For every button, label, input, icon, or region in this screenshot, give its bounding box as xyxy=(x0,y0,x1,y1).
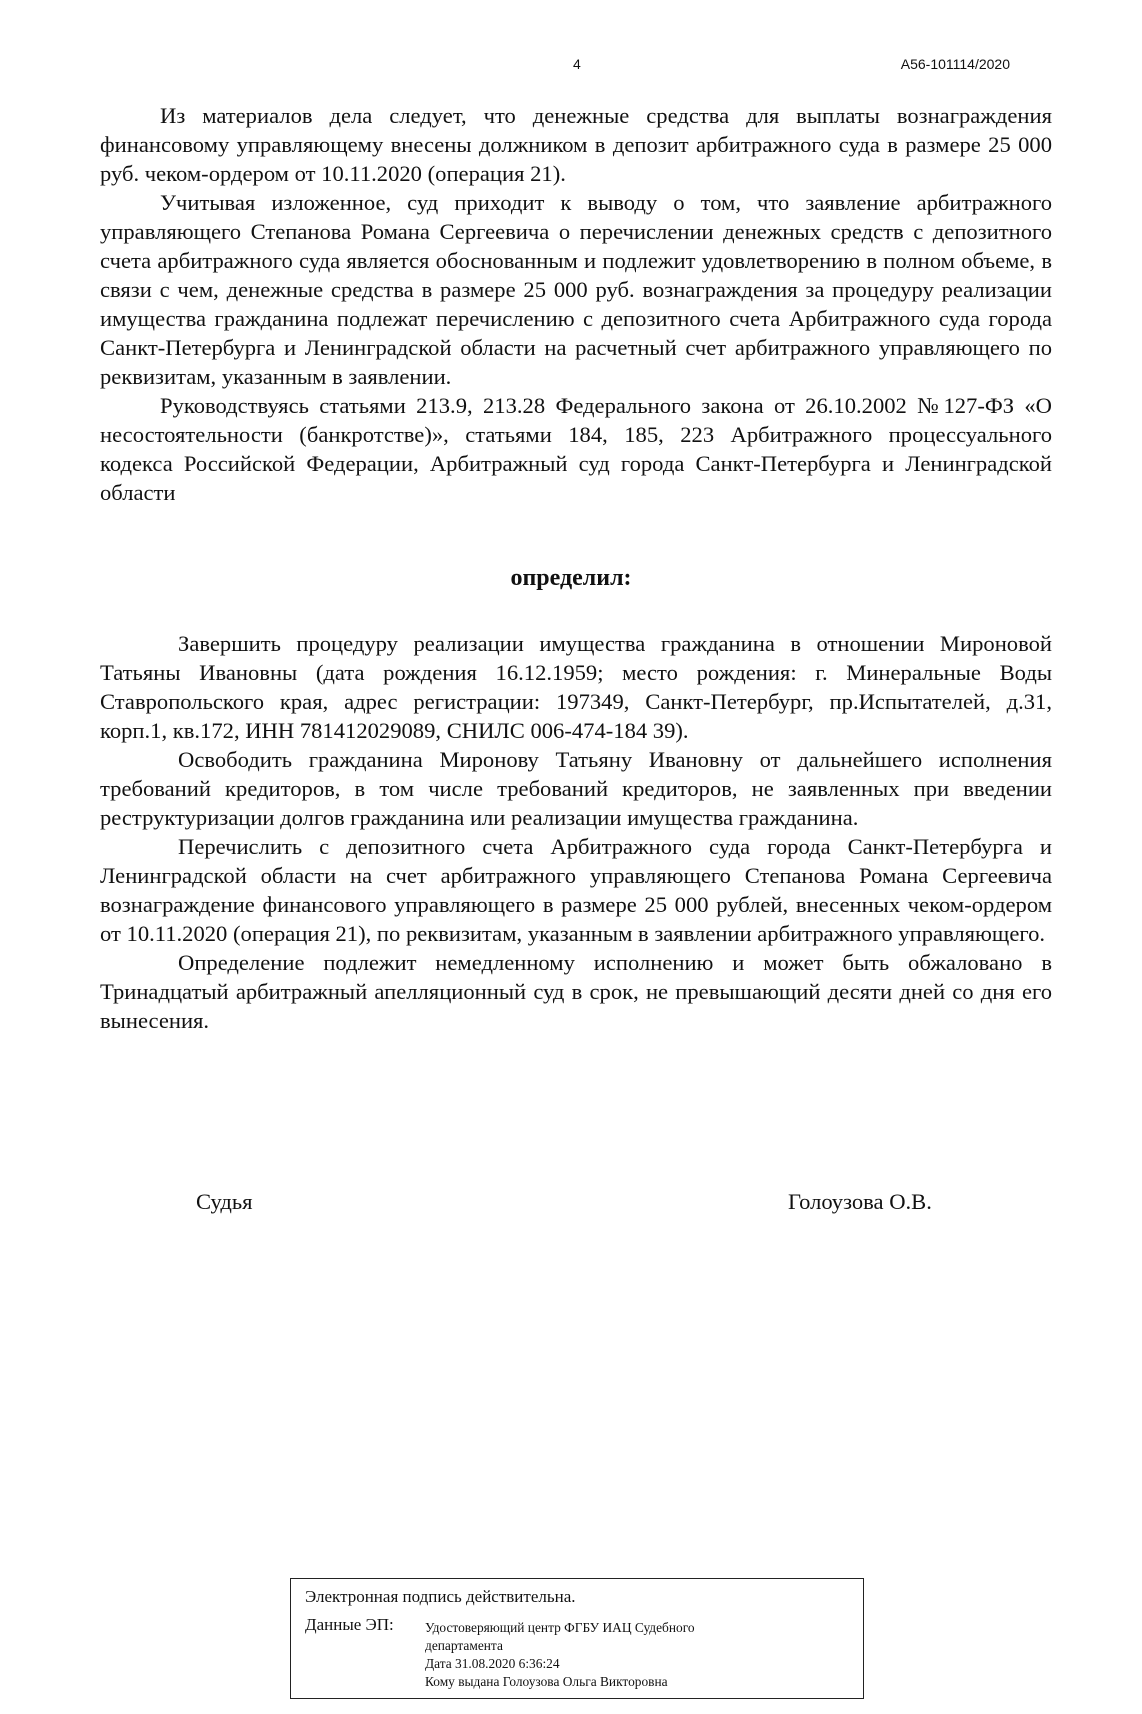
paragraph-transfer-remuneration: Перечислить с депозитного счета Арбитражного суда города Санкт-Петербурга и Ленинградской области на счет арбитражного управляющего Степанова Романа Сергеевича вознаграждение финансового управляющего в размере 25 000 рублей, внесенных чеком-ордером от 10.11.2020 (операция 21), по реквизитам, указанным в заявлении арбитражного управляющего. xyxy=(100,834,1052,946)
e-signature-issuer-cont: департамента xyxy=(425,1638,503,1653)
e-signature-box xyxy=(290,1578,864,1699)
e-signature-issuer: Удостоверяющий центр ФГБУ ИАЦ Судебного xyxy=(425,1620,695,1635)
decision-section xyxy=(100,629,1052,1035)
reasoning-section xyxy=(100,101,1052,507)
e-signature-data-label: Данные ЭП: xyxy=(305,1615,394,1634)
e-signature-date: Дата 31.08.2020 6:36:24 xyxy=(425,1656,560,1671)
judge-label: Судья xyxy=(196,1189,253,1214)
e-signature-valid-text: Электронная подпись действительна. xyxy=(305,1587,576,1606)
paragraph-deposit-funds: Из материалов дела следует, что денежные средства для выплаты вознаграждения финансовому управляющему внесены должником в депозит арбитражного суда в размере 25 000 руб. чеком-ордером от 10.11.2020 (операция 21). xyxy=(100,103,1052,186)
paragraph-release-obligations: Освободить гражданина Миронову Татьяну Ивановну от дальнейшего исполнения требований кредиторов, в том числе требований кредиторов, не заявленных при введении реструктуризации долгов гражданина или реализации имущества гражданина. xyxy=(100,747,1052,830)
paragraph-legal-basis: Руководствуясь статьями 213.9, 213.28 Федерального закона от 26.10.2002 №127-ФЗ «О несостоятельности (банкротстве)», статьями 184, 185, 223 Арбитражного процессуального кодекса Российской Федерации, Арбитражный суд города Санкт-Петербурга и Ленинградской области xyxy=(100,393,1052,505)
paragraph-court-conclusion: Учитывая изложенное, суд приходит к выводу о том, что заявление арбитражного управляющего Степанова Романа Сергеевича о перечислении денежных средств с депозитного счета арбитражного суда является обоснованным и подлежит удовлетворению в полном объеме, в связи с чем, денежные средства в размере 25 000 руб. вознаграждения за процедуру реализации имущества гражданина подлежат перечислению с депозитного счета Арбитражного суда города Санкт-Петербурга и Ленинградской области на расчетный счет арбитражного управляющего по реквизитам, указанным в заявлении. xyxy=(100,190,1052,389)
e-signature-details xyxy=(425,1619,855,1691)
case-number: А56-101114/2020 xyxy=(900,56,1010,72)
judge-name: Голоузова О.В. xyxy=(788,1189,932,1214)
paragraph-complete-procedure: Завершить процедуру реализации имущества гражданина в отношении Мироновой Татьяны Ивановны (дата рождения 16.12.1959; место рождения: г. Минеральные Воды Ставропольского края, адрес регистрации: 197349, Санкт-Петербург, пр.Испытателей, д.31, корп.1, кв.172, ИНН 781412029089, СНИЛС 006-474-184 39). xyxy=(100,631,1052,743)
paragraph-appeal-terms: Определение подлежит немедленному исполнению и может быть обжаловано в Тринадцатый арбитражный апелляционный суд в срок, не превышающий десяти дней со дня его вынесения. xyxy=(100,950,1052,1033)
page-number: 4 xyxy=(573,56,581,72)
e-signature-holder: Кому выдана Голоузова Ольга Викторовна xyxy=(425,1674,668,1689)
decision-heading: определил: xyxy=(510,565,632,591)
